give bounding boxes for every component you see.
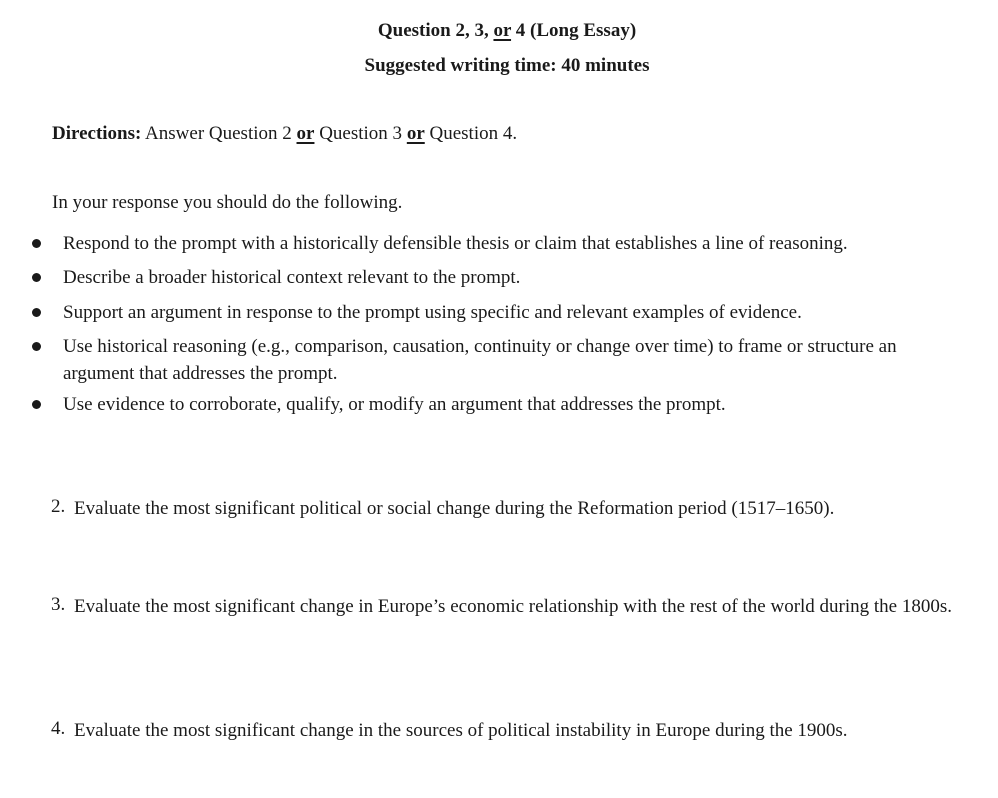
directions-part3: Question 4. <box>424 123 518 144</box>
bullet-item: Use historical reasoning (e.g., comparison, causation, continuity or change over time) to frame or structure an argument that addresses the prompt. <box>63 336 897 384</box>
title-or: or <box>493 20 512 41</box>
directions-part1: Answer Question 2 <box>141 123 297 144</box>
directions <box>52 123 517 145</box>
directions-or-2: or <box>406 123 425 144</box>
question-text: Evaluate the most significant change in the sources of political instability in Europe during the 1900s. <box>74 720 848 741</box>
bullet-icon <box>32 273 41 282</box>
intro-text: In your response you should do the following. <box>52 192 403 213</box>
title-prefix: Question 2, 3, <box>377 20 494 41</box>
directions-label: Directions: <box>52 123 142 144</box>
bullet-icon <box>32 342 41 351</box>
question-text: Evaluate the most significant change in Europe’s economic relationship with the rest of the world during the 1800s. <box>74 596 953 617</box>
directions-part2: Question 3 <box>314 123 407 144</box>
question-number: 4. <box>51 718 66 739</box>
question-number: 2. <box>51 496 66 517</box>
page-title <box>0 20 998 42</box>
bullet-item: Respond to the prompt with a historically defensible thesis or claim that establishes a line of reasoning. <box>63 233 848 254</box>
bullet-item: Use evidence to corroborate, qualify, or modify an argument that addresses the prompt. <box>63 394 726 415</box>
directions-or-1: or <box>296 123 315 144</box>
bullet-item: Support an argument in response to the prompt using specific and relevant examples of evidence. <box>63 302 802 323</box>
question-text: Evaluate the most significant political or social change during the Reformation period (1517–1650). <box>74 498 835 519</box>
suggested-time: Suggested writing time: 40 minutes <box>364 55 650 76</box>
bullet-icon <box>32 239 41 248</box>
question-number: 3. <box>51 594 66 615</box>
title-suffix: 4 (Long Essay) <box>511 20 637 41</box>
bullet-icon <box>32 400 41 409</box>
bullet-item: Describe a broader historical context relevant to the prompt. <box>63 267 521 288</box>
bullet-icon <box>32 308 41 317</box>
